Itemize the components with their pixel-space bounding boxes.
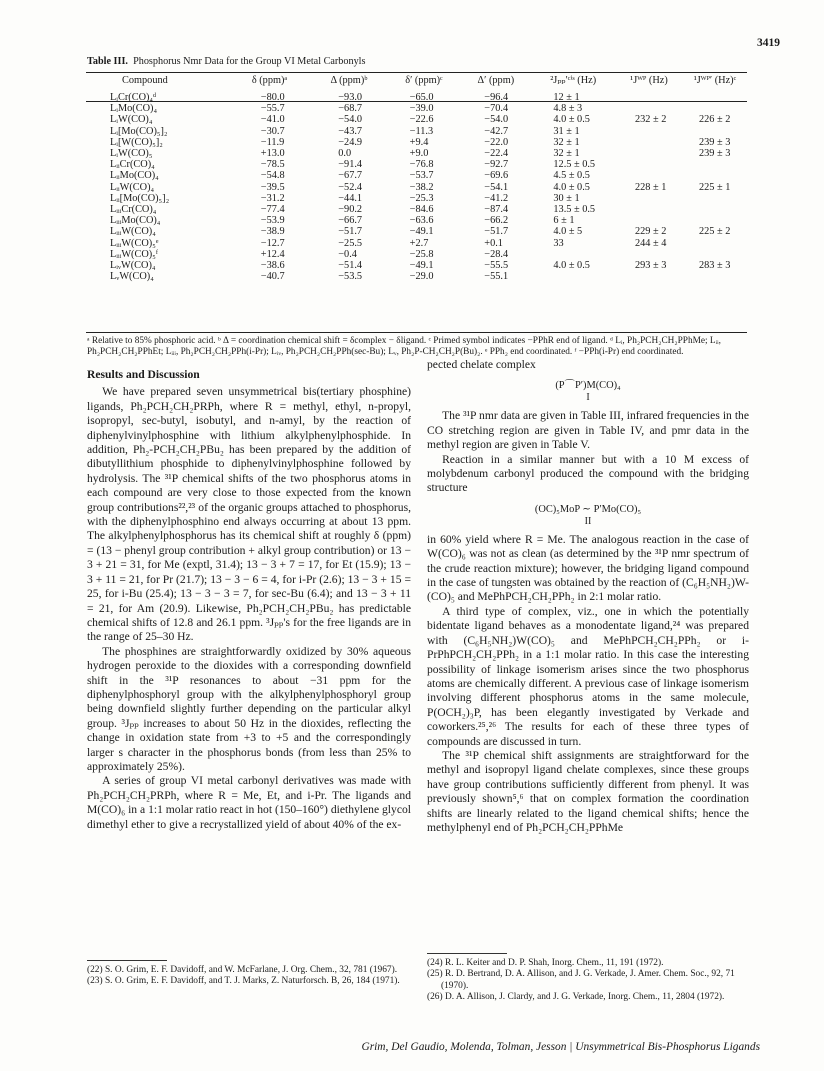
compound-cell: LᵢᵢᵢW(CO)₅ᶠ xyxy=(110,248,158,260)
table-footnotes: ᵃ Relative to 85% phosphoric acid. ᵇ Δ = coordination chemical shift = δcomplex − δligand. ᶜ Primed symbol indicates −PPhR end of ligand. ᵈ Lᵢ, Ph₂PCH₂CH₂PPhMe; Lᵢᵢ, Ph₂PCH₂CH₂PPhEt; Lᵢᵢᵢ, Ph₂PCH₂CH₂PPh(i-Pr); Lᵢᵥ, Ph₂PCH₂CH₂PPh(sec-Bu); Lᵥ, Ph₂P-CH₂CH₂P(Bu)₂. ᵉ PPh₂ end coordinated. ᶠ −PPh(i-Pr) end coordinated. xyxy=(87,336,721,357)
value-cell: −49.1 xyxy=(409,226,434,238)
structure-label: I xyxy=(586,392,590,404)
value-cell: −51.7 xyxy=(338,226,363,238)
left-references xyxy=(87,965,411,988)
paragraph: The ³¹P chemical shift assignments are straightforward for the methyl and isopropyl ligand chelate complexes, since these groups have group contributions sufficiently different from phenyl. It was previously shown⁵,⁶ that on complex formation the coordination shifts are linearly related to the ligand chemical shifts; hence the methylphenyl end of Ph₂PCH₂CH₂PPhMe xyxy=(427,748,749,834)
structure-formula-ii xyxy=(427,504,749,528)
compound-cell: LᵢᵢW(CO)₄ xyxy=(110,181,155,193)
page-number: 3419 xyxy=(757,37,780,49)
value-cell: −63.6 xyxy=(409,215,434,227)
compound-cell: LᵢW(CO)₄ xyxy=(110,114,153,126)
table-caption xyxy=(87,56,365,67)
left-column xyxy=(87,368,411,832)
paragraph: We have prepared seven unsymmetrical bis(tertiary phosphine) ligands, Ph₂PCH₂CH₂PRPh, where R = methyl, ethyl, n-propyl, isopropyl, sec-butyl, isobutyl, and n-amyl, by the reaction of diphenylvinylphosphine with lithium alkylphenylphosphide. In addition, Ph₂-PCH₂CH₂PBu₂ has been prepared by the addition of dibutyllithium phosphide to diphenylvinylphosphine followed by hydrolysis. The ³¹P chemical shifts of the two phosphorus atoms in each compound are very close to those expected from the known group contributions²²,²³ of the organic groups attached to phosphorus, with the diphenylphosphino end always occurring at about 13 ppm. The alkylphenylphosphorus has its chemical shift at roughly δ (ppm) = (13 − phenyl group contribution + alkyl group contribution) or 13 − 3 + 21 = 31, for Me (exptl, 31.4); 13 − 3 + 7 = 17, for Et (15.9); 13 − 3 + 11 = 21, for Pr (21.7); 13 − 3 − 6 = 4, for i-Pr (2.6); 13 − 3 + 15 = 25, for i-Bu (25.4); 13 − 3 − 3 = 7, for sec-Bu (6.4); and 13 − 3 + 11 = 21, for Am (20.9). Likewise, Ph₂PCH₂CH₂PBu₂ has predictable chemical shifts of 12.8 and 26.1 ppm. ³Jₚₚ's for the free ligands are in the range of 25–30 Hz. xyxy=(87,385,411,644)
value-cell: +13.0 xyxy=(260,148,285,160)
value-cell: −24.9 xyxy=(338,136,363,148)
value-cell: −91.4 xyxy=(338,159,363,171)
compound-cell: LᵢW(CO)₅ xyxy=(110,148,153,160)
value-cell: 228 ± 1 xyxy=(634,181,667,193)
value-cell: 239 ± 3 xyxy=(698,136,731,148)
value-cell xyxy=(615,271,683,282)
value-cell: −25.8 xyxy=(409,248,434,260)
table-row xyxy=(86,103,747,114)
table-row xyxy=(86,238,747,249)
value-cell: +12.4 xyxy=(260,248,285,260)
value-cell: 6 ± 1 xyxy=(553,215,575,227)
value-cell: −38.9 xyxy=(260,226,285,238)
compound-cell: Lᵢ[W(CO)₅]₂ xyxy=(110,136,163,148)
section-heading: Results and Discussion xyxy=(87,368,200,381)
table-row xyxy=(86,159,747,170)
value-cell: −54.0 xyxy=(338,114,363,126)
value-cell: −54.0 xyxy=(484,114,509,126)
value-cell: −43.7 xyxy=(338,125,363,137)
footnote-rule xyxy=(427,953,507,954)
value-cell xyxy=(615,148,683,159)
value-cell: +9.0 xyxy=(409,148,429,160)
value-cell: 13.5 ± 0.5 xyxy=(553,204,596,216)
value-cell: −93.0 xyxy=(338,92,363,103)
value-cell: 225 ± 2 xyxy=(698,226,731,238)
table-row xyxy=(86,271,747,282)
compound-cell: LᵢMo(CO)₄ xyxy=(110,103,158,115)
value-cell: −52.4 xyxy=(338,181,363,193)
value-cell: 4.8 ± 3 xyxy=(553,103,583,115)
value-cell xyxy=(683,238,747,249)
value-cell: −11.9 xyxy=(260,136,285,148)
value-cell: −68.7 xyxy=(338,103,363,115)
value-cell: 4.0 ± 0.5 xyxy=(553,114,590,126)
nmr-data-table xyxy=(86,75,747,282)
running-footer: Grim, Del Gaudio, Molenda, Tolman, Jesson | Unsymmetrical Bis-Phosphorus Ligands xyxy=(361,1041,760,1053)
header-coordination-shift: Δ (ppm)ᵇ xyxy=(330,75,368,86)
value-cell xyxy=(615,193,683,204)
table-row xyxy=(86,204,747,215)
compound-cell: LᵢᵢᵢW(CO)₅ᵉ xyxy=(110,237,159,249)
footnote-rule xyxy=(87,960,167,961)
value-cell: −11.3 xyxy=(409,125,434,137)
reference-item: (25) R. D. Bertrand, D. A. Allison, and J. G. Verkade, J. Amer. Chem. Soc., 92, 71 (1970). xyxy=(427,969,735,991)
header-jwp-prime: ¹Jᵂᴾ′ (Hz)ᶜ xyxy=(693,75,737,86)
value-cell: −77.4 xyxy=(260,204,285,216)
value-cell: −51.4 xyxy=(338,260,363,272)
table-caption-text: Phosphorus Nmr Data for the Group VI Metal Carbonyls xyxy=(133,56,366,67)
compound-cell: LᵢᵢᵢMo(CO)₄ xyxy=(110,215,161,227)
table-bottom-rule xyxy=(86,332,747,333)
structure-label: II xyxy=(584,515,592,527)
value-cell: 32 ± 1 xyxy=(553,148,580,160)
value-cell xyxy=(683,126,747,137)
table-row xyxy=(86,193,747,204)
value-cell: −39.0 xyxy=(409,103,434,115)
value-cell: 4.0 ± 0.5 xyxy=(553,260,590,272)
table-header-row xyxy=(86,75,747,89)
value-cell: 244 ± 4 xyxy=(634,237,667,249)
value-cell xyxy=(683,249,747,260)
value-cell: 239 ± 3 xyxy=(698,148,731,160)
structure-formula: (OC)₅MoP ∼ P′Mo(CO)₅ xyxy=(534,503,642,515)
value-cell xyxy=(615,249,683,260)
value-cell: −41.0 xyxy=(260,114,285,126)
value-cell: 32 ± 1 xyxy=(553,136,580,148)
value-cell: 232 ± 2 xyxy=(634,114,667,126)
paragraph: The phosphines are straightforwardly oxidized by 30% aqueous hydrogen peroxide to the dioxides with a corresponding downfield shift in the ³¹P resonances to about −31 ppm for the diphenylphosphoryl group with the alkylphenylphosphoryl group being downfield slightly further depending on the particular alkyl group. ³Jₚₚ increases to about 50 Hz in the dioxides, reflecting the change in oxidation state from +3 to +5 and the correspondingly larger s character in the phosphorus bonds (from less than 25% to approximately 25%). xyxy=(87,644,411,773)
header-delta-prime: δ′ (ppm)ᶜ xyxy=(405,75,443,86)
value-cell: 225 ± 1 xyxy=(698,181,731,193)
paragraph: Reaction in a similar manner but with a 10 M excess of molybdenum carbonyl produced the compound with the bridging structure xyxy=(427,452,749,495)
value-cell xyxy=(615,204,683,215)
table-row xyxy=(86,249,747,260)
compound-cell: LᵢᵢᵢW(CO)₄ xyxy=(110,226,156,238)
value-cell: 226 ± 2 xyxy=(698,114,731,126)
value-cell: −31.2 xyxy=(260,192,285,204)
table-row xyxy=(86,148,747,159)
header-compound: Compound xyxy=(122,75,168,86)
value-cell: −28.4 xyxy=(484,248,509,260)
value-cell xyxy=(683,89,747,103)
value-cell: −38.6 xyxy=(260,260,285,272)
value-cell: −39.5 xyxy=(260,181,285,193)
paragraph: A series of group VI metal carbonyl derivatives was made with Ph₂PCH₂CH₂PRPh, where R = Me, Et, and i-Pr. The ligands and M(CO)₆ in a 1:1 molar ratio react in hot (150–160°) diethylene glycol dimethyl ether to give a recrystallized yield of about 40% of the ex- xyxy=(87,774,411,831)
value-cell: −30.7 xyxy=(260,125,285,137)
table-row xyxy=(86,182,747,193)
table-row xyxy=(86,137,747,148)
value-cell: 12.5 ± 0.5 xyxy=(553,159,596,171)
compound-cell: Lᵢᵢ[Mo(CO)₅]₂ xyxy=(110,192,170,204)
value-cell: −0.4 xyxy=(338,248,357,260)
paragraph: A third type of complex, viz., one in which the potentially bidentate ligand behaves as a monodentate ligand,²⁴ was prepared with (C₆H₅NH₂)W(CO)₅ and MePhPCH₂CH₂PPh₂ or i-PrPhPCH₂CH₂PPh₂ in a 1:1 molar ratio. In this case the interesting possibility of linkage isomerism arises since the two phosphorus atoms are chemically different. A previous case of linkage isomerism involving different phosphorus atoms in the same molecule, P(OCH₂)₃P, has been elegantly investigated by Verkade and coworkers.²⁵,²⁶ The results for each of these three types of compounds are discussed in turn. xyxy=(427,604,749,748)
value-cell: −54.8 xyxy=(260,170,285,182)
value-cell: −41.2 xyxy=(484,192,509,204)
value-cell: −55.7 xyxy=(260,103,285,115)
value-cell: 293 ± 3 xyxy=(634,260,667,272)
value-cell: −40.7 xyxy=(260,271,285,283)
structure-formula-i xyxy=(427,380,749,404)
value-cell xyxy=(683,215,747,226)
value-cell: −54.1 xyxy=(484,181,509,193)
value-cell xyxy=(615,137,683,148)
table-row xyxy=(86,215,747,226)
value-cell xyxy=(615,170,683,181)
reference-item: (23) S. O. Grim, E. F. Davidoff, and T. J. Marks, Z. Naturforsch. B, 26, 184 (1971). xyxy=(87,976,400,987)
table-row xyxy=(86,114,747,125)
value-cell xyxy=(615,126,683,137)
value-cell: −70.4 xyxy=(484,103,509,115)
table-caption-label: Table III. xyxy=(87,56,128,67)
value-cell: −78.5 xyxy=(260,159,285,171)
value-cell: −69.6 xyxy=(484,170,509,182)
right-references xyxy=(427,958,749,1003)
value-cell xyxy=(615,103,683,114)
value-cell xyxy=(531,271,615,282)
compound-cell: LᵢᵢCr(CO)₄ xyxy=(110,159,155,171)
table-row xyxy=(86,226,747,237)
value-cell: −12.7 xyxy=(260,237,285,249)
value-cell: −22.6 xyxy=(409,114,434,126)
header-jwp: ¹Jᵂᴾ (Hz) xyxy=(630,75,668,86)
value-cell: −22.0 xyxy=(484,136,509,148)
value-cell: −87.4 xyxy=(484,204,509,216)
value-cell: −55.1 xyxy=(484,271,509,283)
value-cell: −66.7 xyxy=(338,215,363,227)
value-cell xyxy=(683,271,747,282)
value-cell: −53.5 xyxy=(338,271,363,283)
value-cell: 283 ± 3 xyxy=(698,260,731,272)
reference-item: (22) S. O. Grim, E. F. Davidoff, and W. McFarlane, J. Org. Chem., 32, 781 (1967). xyxy=(87,965,398,975)
value-cell: −22.4 xyxy=(484,148,509,160)
value-cell: 0.0 xyxy=(338,148,352,160)
paragraph: The ³¹P nmr data are given in Table III, infrared frequencies in the CO stretching region are given in Table IV, and pmr data in the methyl region are given in Table V. xyxy=(427,409,749,452)
table-top-rule xyxy=(86,72,747,73)
value-cell: −42.7 xyxy=(484,125,509,137)
value-cell xyxy=(531,249,615,260)
value-cell: −92.7 xyxy=(484,159,509,171)
value-cell: −25.5 xyxy=(338,237,363,249)
reference-item: (26) D. A. Allison, J. Clardy, and J. G. Verkade, Inorg. Chem., 11, 2804 (1972). xyxy=(427,991,725,1002)
value-cell xyxy=(615,89,683,103)
compound-cell: LᵢᵢMo(CO)₄ xyxy=(110,170,159,182)
structure-formula: (P⌒P′)M(CO)₄ xyxy=(555,380,621,392)
paragraph: in 60% yield where R = Me. The analogous reaction in the case of W(CO)₆ was not as clean (as determined by the ³¹P nmr spectrum of the crude reaction mixture); however, the bridging ligand compound in the case of tungsten was obtained by the reaction of (C₆H₅NH₂)W-(CO)₅ and MePhPCH₂CH₂PPh₂ in 2:1 molar ratio. xyxy=(427,532,749,604)
right-column xyxy=(427,358,749,835)
table-row xyxy=(86,260,747,271)
header-jpp-cis: ²Jₚₚ′ᶜⁱˢ (Hz) xyxy=(550,75,597,86)
value-cell: −96.4 xyxy=(484,92,509,103)
value-cell: +9.4 xyxy=(409,136,429,148)
compound-cell: Lᵢ[Mo(CO)₅]₂ xyxy=(110,125,168,137)
header-delta: δ (ppm)ᵃ xyxy=(251,75,288,86)
value-cell: 30 ± 1 xyxy=(553,192,580,204)
compound-cell: LᵢᵥW(CO)₄ xyxy=(110,260,156,272)
value-cell: 4.5 ± 0.5 xyxy=(553,170,590,182)
value-cell: −80.0 xyxy=(260,92,285,103)
value-cell: −55.5 xyxy=(484,260,509,272)
table-row xyxy=(86,89,747,103)
reference-item: (24) R. L. Keiter and D. P. Shah, Inorg. Chem., 11, 191 (1972). xyxy=(427,958,664,968)
table-row xyxy=(86,170,747,181)
value-cell: 4.0 ± 5 xyxy=(553,226,583,238)
compound-cell: LᵢCr(CO)₄ᵈ xyxy=(110,92,157,103)
value-cell: 4.0 ± 0.5 xyxy=(553,181,590,193)
value-cell: 12 ± 1 xyxy=(553,92,580,103)
value-cell: −25.3 xyxy=(409,192,434,204)
value-cell xyxy=(683,159,747,170)
table-row xyxy=(86,126,747,137)
value-cell: +0.1 xyxy=(484,237,503,249)
value-cell: −53.9 xyxy=(260,215,285,227)
value-cell: −53.7 xyxy=(409,170,434,182)
value-cell: −29.0 xyxy=(409,271,434,283)
paragraph: pected chelate complex xyxy=(427,358,536,371)
value-cell: 31 ± 1 xyxy=(553,125,580,137)
value-cell xyxy=(615,215,683,226)
value-cell xyxy=(683,170,747,181)
value-cell: −49.1 xyxy=(409,260,434,272)
value-cell: −67.7 xyxy=(338,170,363,182)
value-cell xyxy=(615,159,683,170)
compound-cell: LᵥW(CO)₄ xyxy=(110,271,154,283)
value-cell: +2.7 xyxy=(409,237,429,249)
value-cell: 33 xyxy=(553,237,564,249)
value-cell: −90.2 xyxy=(338,204,363,216)
header-coordination-shift-prime: Δ′ (ppm) xyxy=(477,75,515,86)
value-cell: −84.6 xyxy=(409,204,434,216)
value-cell: −65.0 xyxy=(409,92,434,103)
value-cell: −38.2 xyxy=(409,181,434,193)
value-cell xyxy=(683,204,747,215)
value-cell: −76.8 xyxy=(409,159,434,171)
value-cell xyxy=(683,193,747,204)
compound-cell: LᵢᵢᵢCr(CO)₄ xyxy=(110,204,157,216)
value-cell: −66.2 xyxy=(484,215,509,227)
value-cell: −44.1 xyxy=(338,192,363,204)
value-cell: −51.7 xyxy=(484,226,509,238)
value-cell xyxy=(683,103,747,114)
value-cell: 229 ± 2 xyxy=(634,226,667,238)
